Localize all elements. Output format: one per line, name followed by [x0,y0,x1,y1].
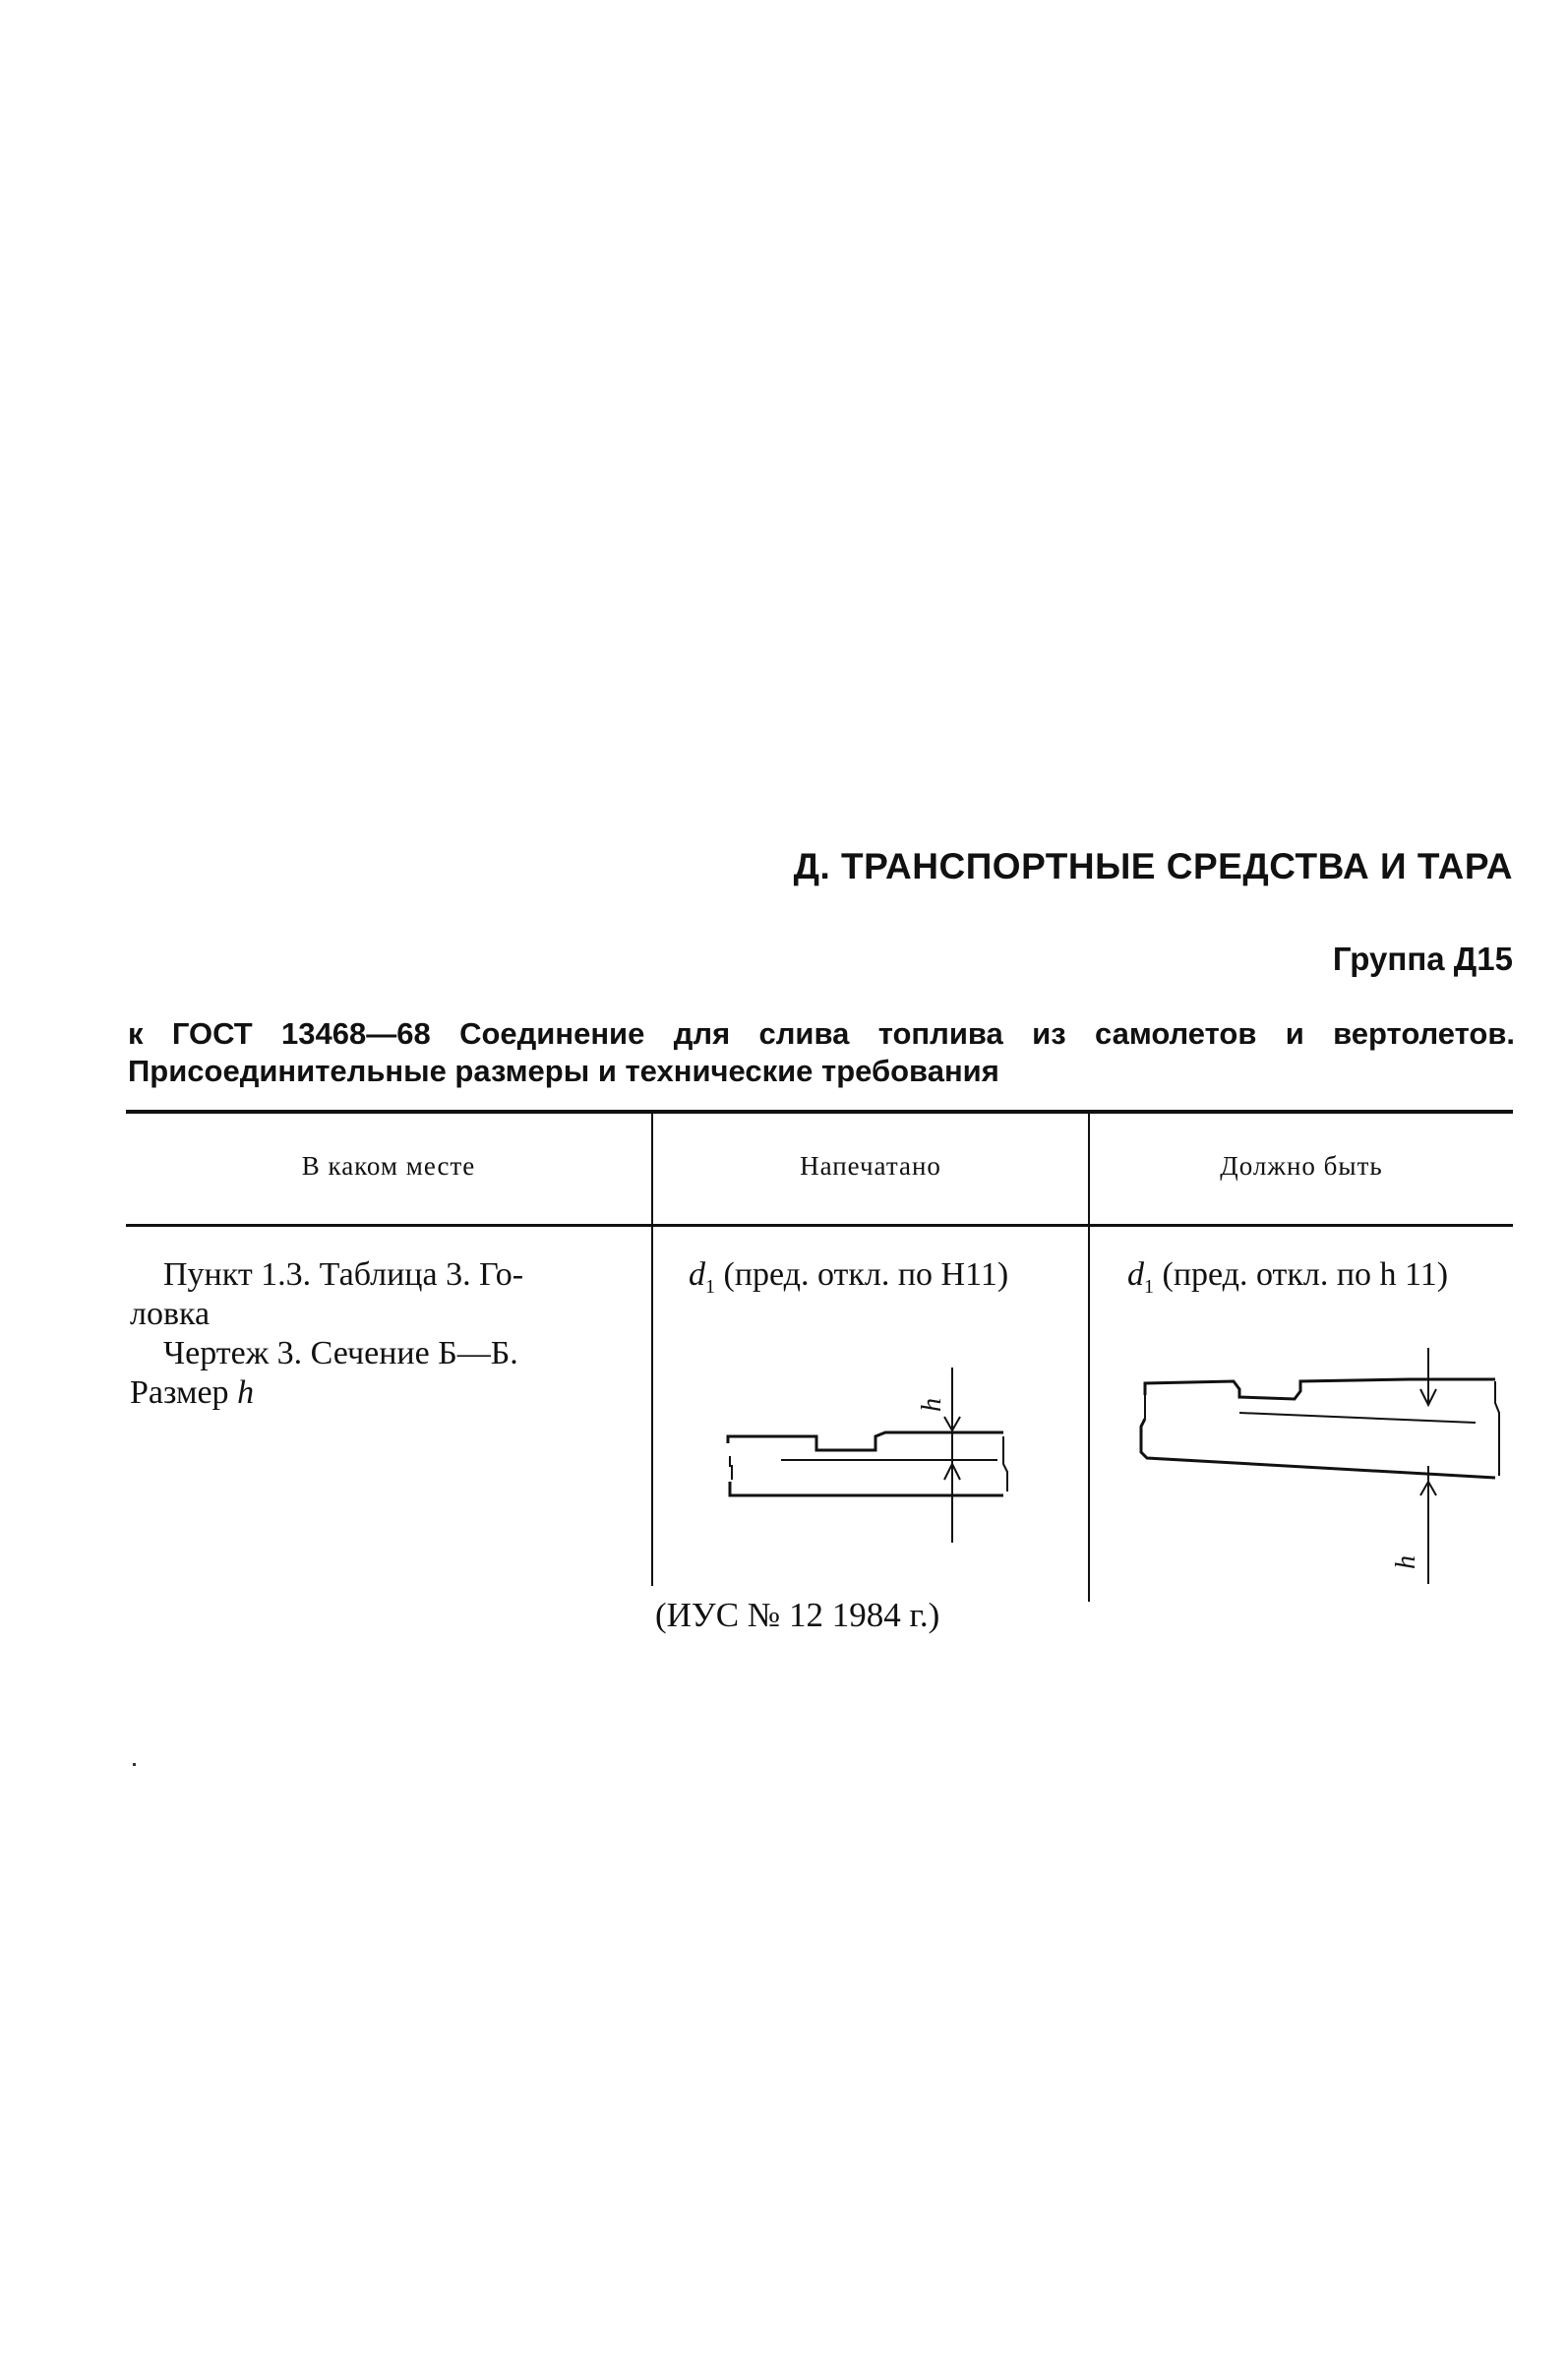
section-heading: Д. ТРАНСПОРТНЫЕ СРЕДСТВА И ТАРА [793,846,1513,886]
document-title-line-1: к ГОСТ 13468—68 Соединение для слива топлива из самолетов и вертолетов. [128,1016,1515,1051]
should-be-tolerance: (пред. откл. по h 11) [1154,1256,1449,1293]
should-be-section-drawing [1131,1338,1505,1594]
group-label: Группа Д15 [1332,941,1513,977]
location-line-1: Пункт 1.3. Таблица 3. Го- [163,1256,524,1293]
should-be-subscript: 1 [1144,1275,1154,1298]
column-divider-1 [651,1114,653,1586]
printed-cell-text [689,1255,1008,1307]
location-line-2: ловка [130,1296,211,1332]
printed-tolerance: (пред. откл. по Н11) [715,1256,1009,1293]
location-line-4-prefix: Размер [130,1374,229,1411]
should-be-cell-text [1127,1255,1448,1307]
location-cell [130,1255,612,1413]
table-top-rule [126,1110,1513,1114]
should-be-drawing-label: h [1391,1555,1421,1569]
column-divider-2 [1088,1114,1090,1602]
column-header-printed: Напечатано [800,1151,941,1181]
printed-section-drawing [708,1348,1023,1545]
column-header-should-be: Должно быть [1220,1151,1383,1181]
location-line-3: Чертеж 3. Сечение Б—Б. [163,1335,518,1371]
footer-note: (ИУС № 12 1984 г.) [655,1596,940,1634]
location-line-4-variable: h [237,1374,255,1411]
should-be-variable: d [1127,1256,1144,1293]
location-line-4 [130,1373,612,1413]
scan-speck [133,1763,136,1766]
printed-subscript: 1 [705,1275,715,1298]
document-title [128,1015,1515,1090]
table-header-rule [126,1224,1513,1227]
printed-drawing-label: h [917,1398,947,1412]
printed-variable: d [689,1256,705,1293]
column-header-location: В каком месте [301,1151,476,1181]
document-title-line-2: Присоединительные размеры и технические требования [128,1054,999,1088]
